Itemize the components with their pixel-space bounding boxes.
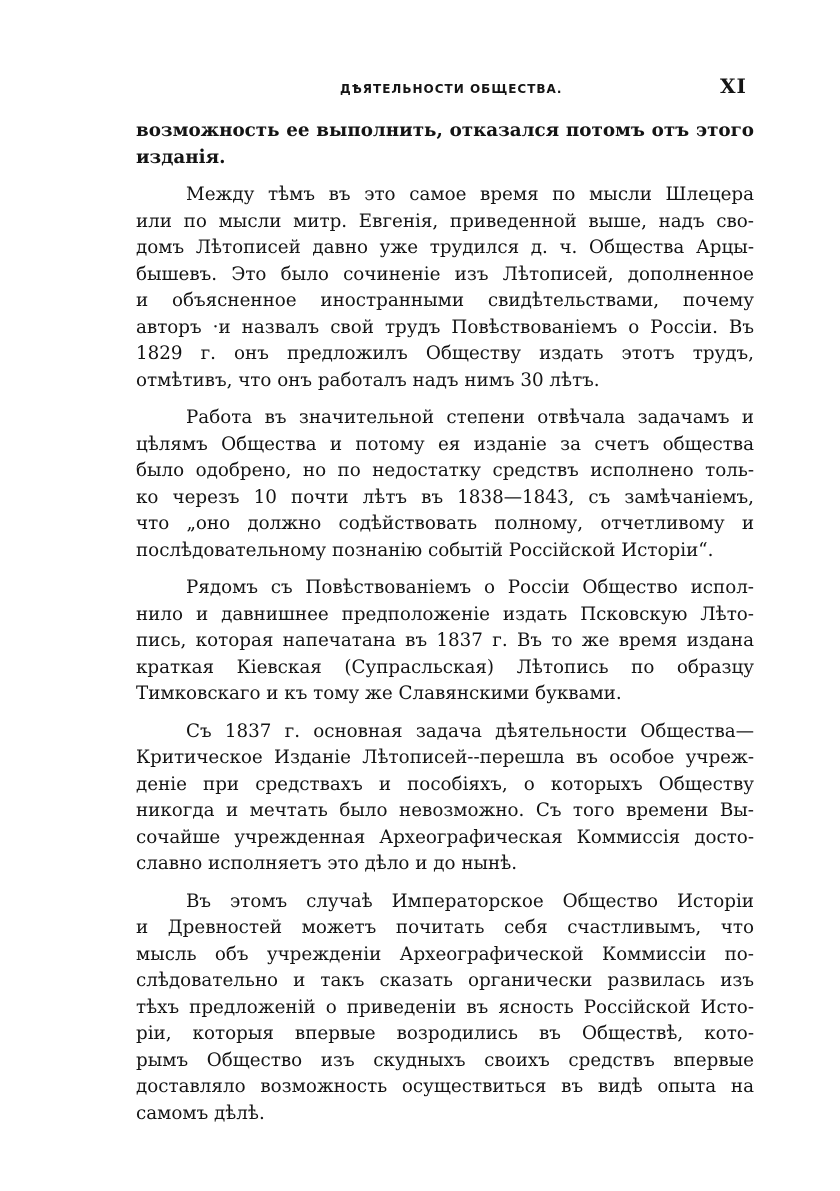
text-line: послѣдовательному познанію событій Россійской Исторіи“. (136, 539, 714, 561)
text-line: бышевъ. Это было сочиненіе изъ Лѣтописей, дополненное (136, 263, 754, 285)
text-line: Тимковскаго и къ тому же Славянскими буквами. (136, 683, 622, 704)
text-line: доставляло возможность осуществиться въ видѣ опыта на (136, 1076, 754, 1097)
text-line: мысль объ учрежденіи Археографической Коммиссіи по- (136, 943, 754, 965)
page-number: XI (720, 74, 747, 98)
text-line: что „оно должно содѣйствовать полному, отчетливому и (136, 513, 754, 534)
text-line: краткая Кіевская (Супрасльская) Лѣтопись по образцу (136, 656, 754, 678)
paragraph-2 (136, 182, 754, 394)
text-line: нило и давнишнее предположеніе издать Псковскую Лѣто- (136, 603, 754, 625)
paragraph-1 (136, 118, 754, 171)
text-line: тѣхъ предложеній о приведеніи въ ясность Россійской Исто- (136, 996, 754, 1018)
text-line: ко черезъ 10 почти лѣтъ въ 1838—1843, съ замѣчаніемъ, (136, 486, 754, 508)
text-line: возможность ее выполнить, отказался потомъ отъ этого (136, 120, 754, 141)
text-line: славно исполняетъ это дѣло и до нынѣ. (136, 853, 518, 874)
paragraph-5 (136, 719, 754, 878)
text-line: рымъ Общество изъ скудныхъ своихъ средствъ впервые (136, 1049, 754, 1071)
text-line: пись, которая напечатана въ 1837 г. Въ то же время издана (136, 630, 754, 651)
text-line: отмѣтивъ, что онъ работалъ надъ нимъ 30 лѣтъ. (136, 369, 600, 391)
text-line: Между тѣмъ въ это самое время по мысли Шлецера (186, 184, 754, 205)
text-line: никогда и мечтать было невозможно. Съ того времени Вы- (136, 800, 754, 821)
paragraph-6 (136, 889, 754, 1128)
running-title: ДѢЯТЕЛЬНОСТИ ОБЩЕСТВА. (340, 82, 563, 96)
text-line: авторъ ·и назвалъ свой трудъ Повѣствованіемъ о Россіи. Въ (136, 316, 754, 338)
text-line: Критическое Изданіе Лѣтописей--перешла въ особое учреж- (136, 747, 754, 768)
text-line: сочайше учрежденная Археографическая Коммиссія досто- (136, 826, 754, 848)
text-line: было одобрено, но по недостатку средствъ исполнено толь- (136, 460, 754, 481)
text-line: Рядомъ съ Повѣствованіемъ о Россіи Общество испол- (186, 577, 754, 598)
text-line: слѣдовательно и такъ сказать органически развилась изъ (136, 970, 754, 991)
body-text (136, 118, 754, 1127)
text-line: ріи, которыя впервые возродились въ Обществѣ, кото- (136, 1023, 754, 1044)
text-line: и Древностей можетъ почитать себя счастливымъ, что (136, 917, 754, 938)
text-line: цѣлямъ Общества и потому ея изданіе за счетъ общества (136, 433, 754, 455)
text-line: Въ этомъ случаѣ Императорское Общество Исторіи (186, 890, 754, 912)
paragraph-3 (136, 405, 754, 564)
text-line: или по мысли митр. Евгенія, приведенной выше, надъ сво- (136, 210, 754, 232)
text-line: и объясненное иностранными свидѣтельствами, почему (136, 290, 754, 311)
text-line: самомъ дѣлѣ. (136, 1102, 265, 1124)
text-line: изданія. (136, 146, 226, 168)
paragraph-4 (136, 575, 754, 708)
text-line: 1829 г. онъ предложилъ Обществу издать этотъ трудъ, (136, 343, 754, 364)
text-line: Работа въ значительной степени отвѣчала задачамъ и (186, 407, 754, 428)
text-line: домъ Лѣтописей давно уже трудился д. ч. Общества Арцы- (136, 237, 754, 258)
text-line: Съ 1837 г. основная задача дѣятельности Общества— (186, 720, 754, 742)
text-line: деніе при средствахъ и пособіяхъ, о которыхъ Обществу (136, 773, 754, 795)
